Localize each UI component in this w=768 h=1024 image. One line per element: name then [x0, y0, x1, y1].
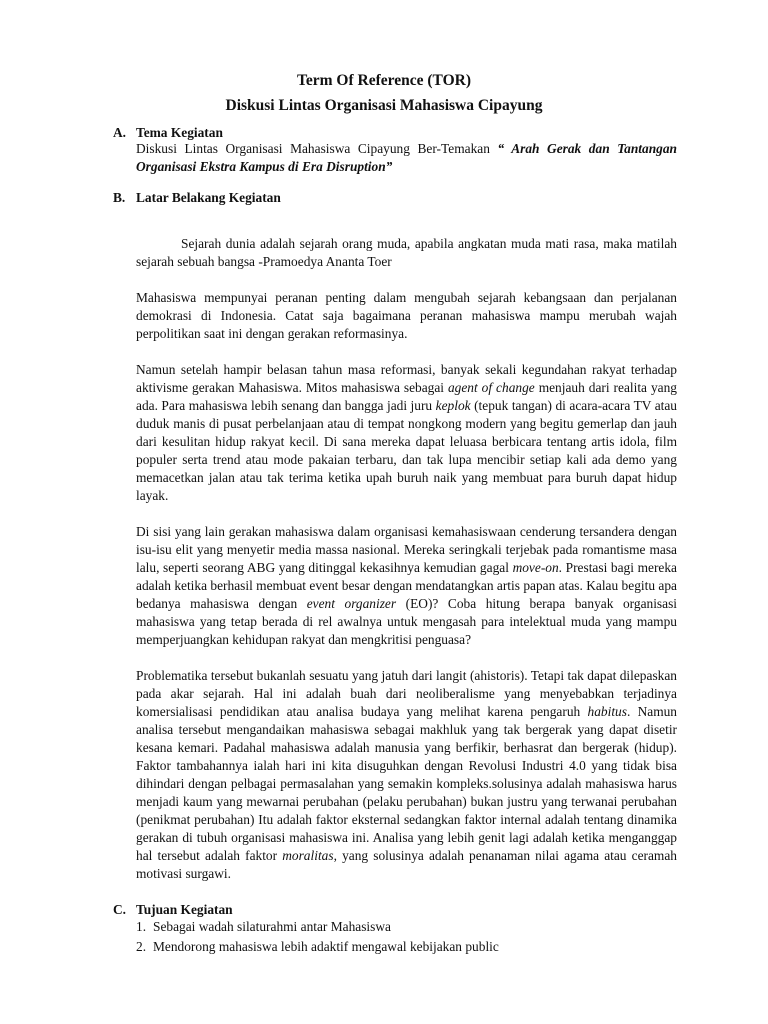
- section-a-title: Tema Kegiatan: [136, 125, 223, 140]
- section-b-title: Latar Belakang Kegiatan: [136, 190, 281, 205]
- latar-paragraph-4: Problematika tersebut bukanlah sesuatu yang jatuh dari langit (ahistoris). Tetapi tak dapat dilepaskan pada akar sejarah. Hal ini adalah buah dari neoliberalisme yang menyebabkan terjadinya komersialisasi pendidikan atau analisa budaya yang melihat karena pengaruh habitus. Namun analisa tersebut mengandaikan mahasiswa sebagai makhluk yang tak bergerak yang dapat disetir kesana kemari. Padahal mahasiswa adalah manusia yang berfikir, berhasrat dan bergerak (hidup). Faktor tambahannya ialah hari ini kita disuguhkan dengan Revolusi Industri 4.0 yang tidak bisa dihindari dengan pelbagai permasalahan yang semakin kompleks.solusinya adalah mahasiswa harus menjadi kaum yang mewarnai perubahan (pelaku perubahan) bukan justru yang terwanai perubahan (penikmat perubahan) Itu adalah faktor eksternal sedangkan faktor internal adalah tentang dinamika gerakan di tubuh organisasi mahasiswa ini. Analisa yang lebih genit lagi adalah ketika menganggap hal tersebut adalah faktor moralitas, yang solusinya adalah penanaman nilai agama atau ceramah motivasi surgawi.: [136, 668, 678, 881]
- latar-paragraph-1: Mahasiswa mempunyai peranan penting dalam mengubah sejarah kebangsaan dan perjalanan demokrasi di Indonesia. Catat saja bagaimana peranan mahasiswa mampu merubah wajah perpolitikan saat ini dengan gerakan reformasinya.: [136, 290, 677, 341]
- section-a-text: [136, 140, 677, 176]
- latar-paragraph-2: Namun setelah hampir belasan tahun masa reformasi, banyak sekali kegundahan rakyat terhadap aktivisme gerakan Mahasiswa. Mitos mahasiswa sebagai agent of change menjauh dari realita yang ada. Para mahasiswa lebih senang dan bangga jadi juru keplok (tepuk tangan) di acara-acara TV atau duduk manis di pusat perbelanjaan atau di tempat nongkong modern yang begitu gemerlap dan jauh dari kesulitan hidup rakyat kecil. Di sana mereka dapat leluasa berbicara tentang artis idola, film populer serta trend atau mode pakaian terbaru, dan tak lupa mencibir setiap kali ada demo yang memacetkan jalan atau tak terima ketika upah buruh naik yang membuat para buruh dapat hidup layak.: [136, 362, 677, 503]
- latar-quote: Sejarah dunia adalah sejarah orang muda, apabila angkatan muda mati rasa, maka matilah sejarah sebuah bangsa -Pramoedya Ananta Toer: [136, 236, 677, 269]
- list-item: 1. Sebagai wadah silaturahmi antar Mahasiswa: [136, 919, 391, 934]
- tujuan-list: [136, 917, 677, 957]
- document-subtitle: Diskusi Lintas Organisasi Mahasiswa Cipayung: [225, 97, 543, 114]
- section-b-body: [136, 235, 677, 901]
- document-title: Term Of Reference (TOR): [296, 72, 472, 89]
- section-b-letter: B.: [113, 190, 126, 205]
- list-item: 2. Mendorong mahasiswa lebih adaktif mengawal kebijakan public: [136, 939, 499, 954]
- section-a-letter: A.: [113, 125, 127, 140]
- tema-theme: “ Arah Gerak dan Tantangan Organisasi Ekstra Kampus di Era Disruption”: [136, 141, 677, 174]
- latar-paragraph-3: Di sisi yang lain gerakan mahasiswa dalam organisasi kemahasiswaan cenderung tersandera dengan isu-isu elit yang menyetir media massa nasional. Mereka seringkali terjebak pada romantisme masa lalu, seperti seorang ABG yang ditinggal kekasihnya kemudian gagal move-on. Prestasi bagi mereka adalah ketika berhasil membuat event besar dengan mendatangkan artis papan atas. Kalau begitu apa bedanya mahasiswa dengan event organizer (EO)? Coba hitung berapa banyak organisasi mahasiswa yang tetap berada di rel awalnya untuk mengasah para intelektual muda yang mampu memperjuangkan kehidupan rakyat dan mengkritisi penguasa?: [136, 524, 678, 647]
- section-c-letter: C.: [113, 902, 127, 917]
- section-c-title: Tujuan Kegiatan: [136, 902, 233, 917]
- tema-intro: Diskusi Lintas Organisasi Mahasiswa Cipayung Ber-Temakan: [136, 141, 498, 156]
- section-b-heading: [113, 189, 281, 207]
